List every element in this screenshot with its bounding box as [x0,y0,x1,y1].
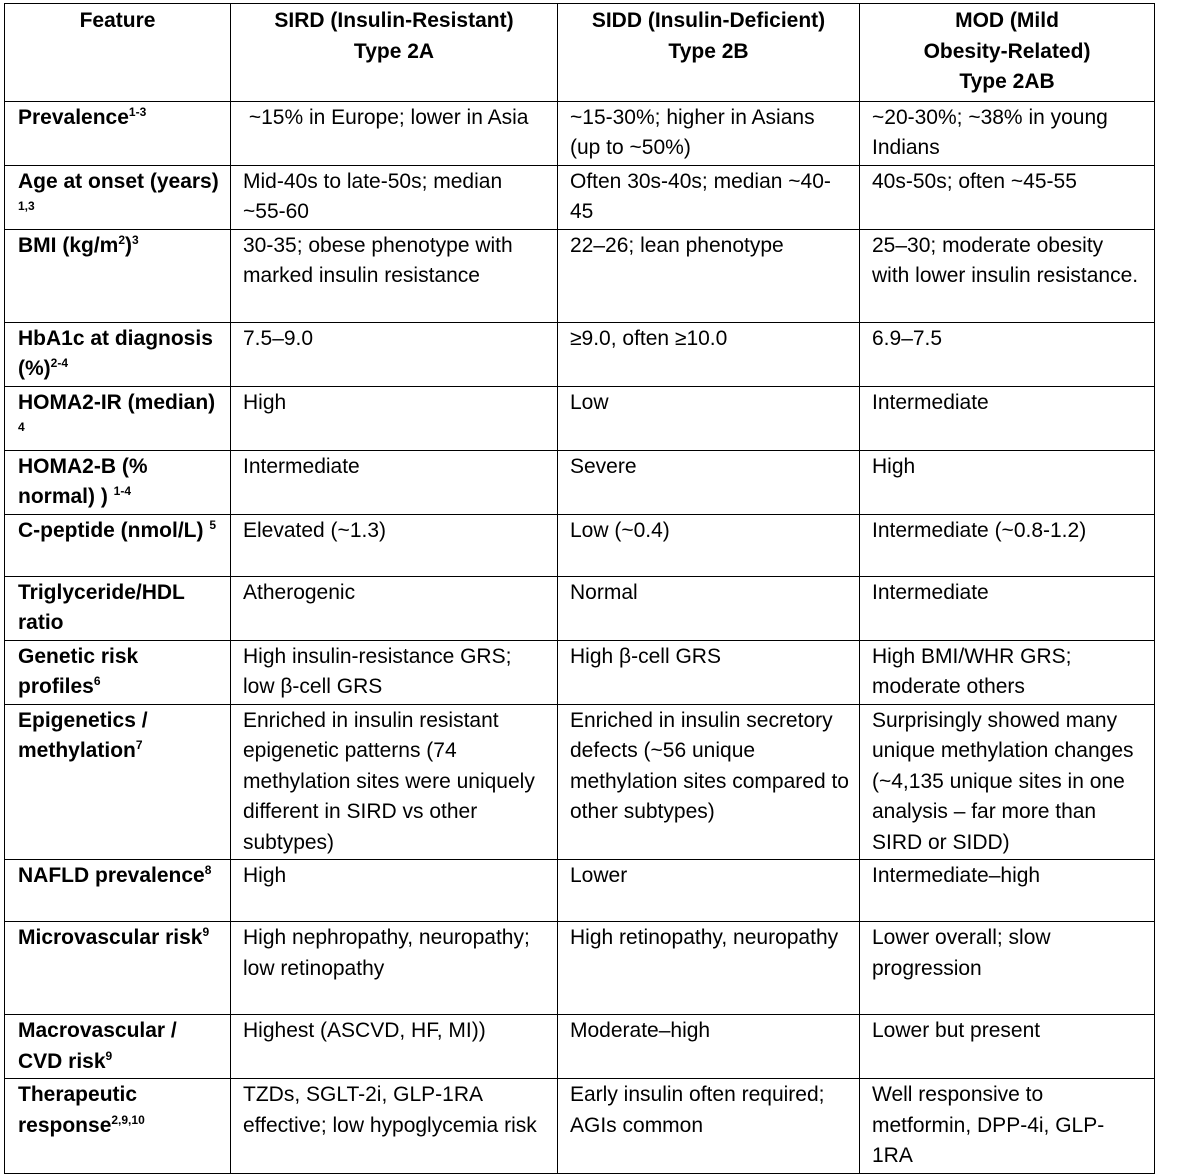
header-sird: SIRD (Insulin-Resistant) Type 2A [231,4,558,102]
feature-cell: Therapeutic response$^{2,9,10}$ [5,1079,231,1174]
mod-cell: Intermediate [860,386,1155,450]
sird-cell: 7.5–9.0 [231,322,558,386]
table-row-microvascular [5,922,1155,1015]
sidd-cell: Moderate–high [558,1015,860,1079]
mod-cell: 40s-50s; often ~45-55 [860,165,1155,229]
sidd-cell: Often 30s-40s; median ~40-45 [558,165,860,229]
sird-cell: High [231,386,558,450]
sird-cell: 30-35; obese phenotype with marked insulin resistance [231,229,558,322]
comparison-table [4,3,1155,1174]
sird-cell: High nephropathy, neuropathy; low retinopathy [231,922,558,1015]
sird-cell: High insulin-resistance GRS; low β-cell GRS [231,640,558,704]
sird-cell: Atherogenic [231,576,558,640]
table-row-homa2-ir [5,386,1155,450]
mod-cell: Lower overall; slow progression [860,922,1155,1015]
table-row-triglyceride-hdl [5,576,1155,640]
mod-cell: 6.9–7.5 [860,322,1155,386]
mod-cell: High BMI/WHR GRS; moderate others [860,640,1155,704]
sidd-cell: High β-cell GRS [558,640,860,704]
table-row-age-at-onset [5,165,1155,229]
sird-cell: TZDs, SGLT-2i, GLP-1RA effective; low hypoglycemia risk [231,1079,558,1174]
sird-cell: Intermediate [231,450,558,514]
sidd-cell: 22–26; lean phenotype [558,229,860,322]
mod-cell: Surprisingly showed many unique methylation changes (~4,135 unique sites in one analysis – far more than SIRD or SIDD) [860,704,1155,860]
mod-cell: Intermediate–high [860,860,1155,922]
feature-cell: Microvascular risk$^9$ [5,922,231,1015]
mod-cell: Well responsive to metformin, DPP-4i, GLP-1RA [860,1079,1155,1174]
feature-cell: Age at onset (years) $^{1,3}$ [5,165,231,229]
header-row [5,4,1155,102]
sidd-cell: Lower [558,860,860,922]
header-feature: Feature [5,4,231,102]
header-sidd: SIDD (Insulin-Deficient) Type 2B [558,4,860,102]
sidd-cell: High retinopathy, neuropathy [558,922,860,1015]
feature-cell: Genetic risk profiles$^6$ [5,640,231,704]
table-row-macrovascular [5,1015,1155,1079]
sird-cell: Enriched in insulin resistant epigenetic patterns (74 methylation sites were uniquely different in SIRD vs other subtypes) [231,704,558,860]
mod-cell: 25–30; moderate obesity with lower insulin resistance. [860,229,1155,322]
sidd-cell: ≥9.0, often ≥10.0 [558,322,860,386]
mod-cell: Lower but present [860,1015,1155,1079]
sird-cell: ~15% in Europe; lower in Asia [231,101,558,165]
feature-cell: Macrovascular / CVD risk$^9$ [5,1015,231,1079]
mod-cell: Intermediate (~0.8-1.2) [860,514,1155,576]
sidd-cell: Severe [558,450,860,514]
feature-cell: HOMA2-IR (median) $^4$ [5,386,231,450]
sird-cell: Mid-40s to late-50s; median ~55-60 [231,165,558,229]
feature-cell: C-peptide (nmol/L) $^5$ [5,514,231,576]
sird-cell: High [231,860,558,922]
table-row-homa2-b [5,450,1155,514]
table-row-prevalence [5,101,1155,165]
sidd-cell: Low (~0.4) [558,514,860,576]
sird-cell: Elevated (~1.3) [231,514,558,576]
feature-cell: HOMA2-B (% normal) ) $^{1-4}$ [5,450,231,514]
sird-cell: Highest (ASCVD, HF, MI)) [231,1015,558,1079]
sidd-cell: Normal [558,576,860,640]
table-row-c-peptide [5,514,1155,576]
sidd-cell: ~15-30%; higher in Asians (up to ~50%) [558,101,860,165]
mod-cell: High [860,450,1155,514]
feature-cell: HbA1c at diagnosis (%)$^{2-4}$ [5,322,231,386]
mod-cell: ~20-30%; ~38% in young Indians [860,101,1155,165]
sidd-cell: Low [558,386,860,450]
mod-cell: Intermediate [860,576,1155,640]
feature-cell: NAFLD prevalence$^8$ [5,860,231,922]
table-row-nafld [5,860,1155,922]
feature-cell: Triglyceride/HDL ratio [5,576,231,640]
sidd-cell: Enriched in insulin secretory defects (~56 unique methylation sites compared to other subtypes) [558,704,860,860]
feature-cell: Prevalence$^{1-3}$ [5,101,231,165]
table-row-genetic-risk [5,640,1155,704]
sidd-cell: Early insulin often required; AGIs common [558,1079,860,1174]
table-row-epigenetics [5,704,1155,860]
feature-cell: BMI $(kg/m^2)^3$ [5,229,231,322]
table-row-bmi [5,229,1155,322]
table-row-hba1c [5,322,1155,386]
header-mod: MOD (Mild Obesity-Related) Type 2AB [860,4,1155,102]
feature-cell: Epigenetics / methylation$^7$ [5,704,231,860]
